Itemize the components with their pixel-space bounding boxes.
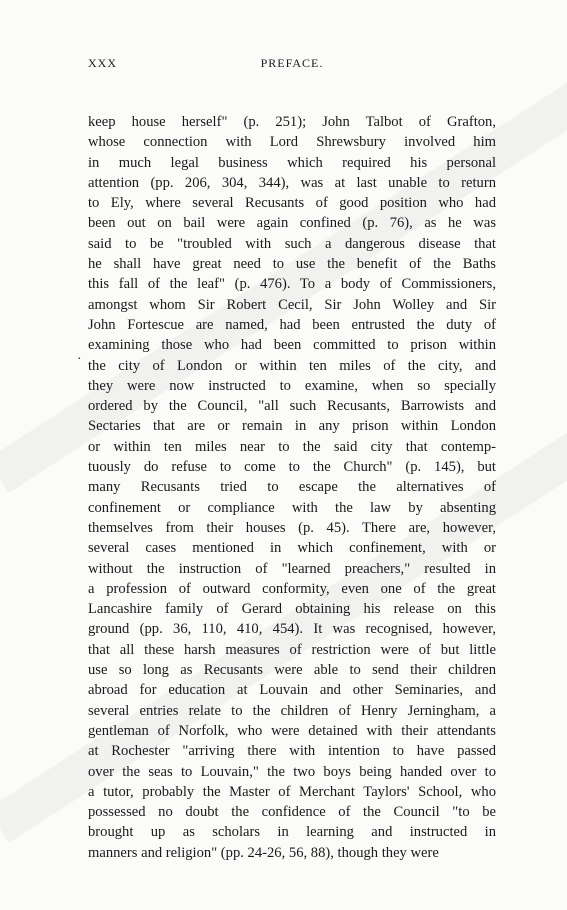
text-line: a tutor, probably the Master of Merchant Taylors' School, who (88, 783, 496, 800)
text-line: said to be "troubled with such a dangerous disease that (88, 235, 496, 252)
text-line: gentleman of Norfolk, who were detained with their attendants (88, 722, 496, 739)
text-line: a profession of outward conformity, even one of the great (88, 580, 496, 597)
text-line: examining those who had been committed to prison within (88, 337, 496, 354)
text-line: without the instruction of "learned preachers," resulted in (88, 560, 496, 577)
margin-mark: · (77, 352, 82, 367)
text-line: ordered by the Council, "all such Recusants, Barrowists and (88, 398, 496, 415)
text-line: or within ten miles near to the said city that contemp- (88, 438, 496, 455)
text-line: tuously do refuse to come to the Church" (p. 145), but (88, 459, 496, 476)
text-line: been out on bail were again confined (p. 76), as he was (88, 215, 496, 232)
text-line: brought up as scholars in learning and instructed in (88, 824, 496, 841)
text-line: possessed no doubt the confidence of the Council "to be (88, 804, 496, 821)
page-number: XXX (88, 56, 117, 70)
text-line: keep house herself" (p. 251); John Talbot of Grafton, (88, 114, 496, 130)
text-line: use so long as Recusants were able to send their children (88, 662, 496, 679)
text-line: Lancashire family of Gerard obtaining his release on this (88, 601, 496, 618)
text-line: several cases mentioned in which confinement, with or (88, 540, 496, 557)
text-line: confinement or compliance with the law by absenting (88, 499, 496, 516)
text-line: they were now instructed to examine, when so specially (88, 377, 496, 394)
text-line: amongst whom Sir Robert Cecil, Sir John Wolley and Sir (88, 296, 496, 313)
text-line: Sectaries that are or remain in any prison within London (88, 418, 496, 435)
text-line: ground (pp. 36, 110, 410, 454). It was recognised, however, (88, 621, 496, 638)
text-line: this fall of the leaf" (p. 476). To a body of Commissioners, (88, 276, 496, 293)
text-line: attention (pp. 206, 304, 344), was at last unable to return (88, 174, 496, 191)
text-line: many Recusants tried to escape the alternatives of (88, 479, 496, 496)
text-line: the city of London or within ten miles of the city, and (88, 357, 496, 374)
body-text (88, 112, 496, 863)
page-header (88, 56, 496, 76)
text-line: that all these harsh measures of restriction were of but little (88, 641, 496, 658)
text-line: John Fortescue are named, had been entrusted the duty of (88, 316, 496, 333)
text-line: over the seas to Louvain," the two boys being handed over to (88, 763, 496, 780)
text-line: whose connection with Lord Shrewsbury involved him (88, 134, 496, 151)
text-line: abroad for education at Louvain and other Seminaries, and (88, 682, 496, 699)
text-line: in much legal business which required his personal (88, 154, 496, 171)
running-title: PREFACE. (260, 56, 324, 70)
text-line: he shall have great need to use the benefit of the Baths (88, 256, 496, 273)
text-line: themselves from their houses (p. 45). There are, however, (88, 519, 496, 536)
text-line: manners and religion" (pp. 24-26, 56, 88), though they were (88, 844, 439, 861)
text-line: at Rochester "arriving there with intention to have passed (88, 743, 496, 760)
text-line: several entries relate to the children of Henry Jerningham, a (88, 702, 496, 719)
text-line: to Ely, where several Recusants of good position who had (88, 195, 496, 212)
